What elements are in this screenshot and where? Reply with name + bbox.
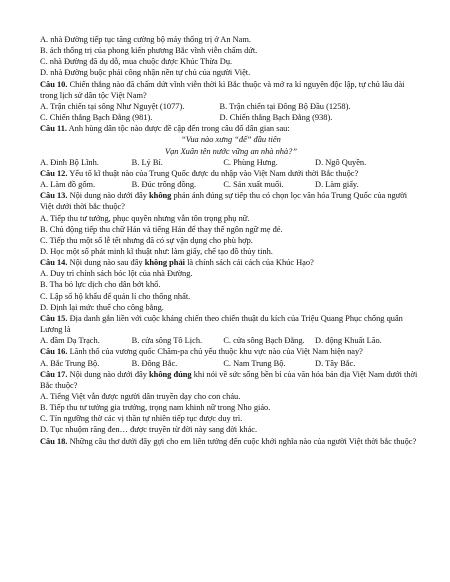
question-12-label: Câu 12. <box>40 168 68 178</box>
question-13-text-before: Nội dung nào dưới đây <box>67 191 150 201</box>
question-16 <box>40 346 422 357</box>
option-12c: C. Sản xuất muối. <box>223 180 284 190</box>
question-18-text: Những câu thơ dưới đây gợi cho em liên tưởng đến cuộc khởi nghĩa nào của người Việt thời bắc thuộc? <box>67 436 417 446</box>
question-12-text: Yếu tố kĩ thuật nào của Trung Quốc được du nhập vào Việt Nam dưới thời Bắc thuộc? <box>67 168 359 178</box>
option-10a: A. Trận chiến tại sông Như Nguyệt (1077). <box>40 101 185 111</box>
question-18 <box>40 436 422 447</box>
question-13-label: Câu 13. <box>40 191 68 201</box>
option-12b: B. Đúc trống đồng. <box>131 180 197 190</box>
question-13-text-after: phản ánh đúng sự tiếp thu có chọn lọc văn hóa Trung Quốc của người Việt dưới thời bắc thuộc? <box>40 191 408 212</box>
question-14-emphasis: không phải <box>144 258 185 268</box>
option-15d: D. động Khuất Lão. <box>315 336 382 346</box>
option-11a: A. Đinh Bộ Lĩnh. <box>40 157 99 167</box>
option-13c: C. Tiếp thu một số lễ tết nhưng đã có sự vận dụng cho phù hợp. <box>40 235 253 245</box>
option-14b: B. Tha bỏ lực dịch cho dân bớt khổ. <box>40 280 161 290</box>
question-15-text: Địa danh gắn liền với cuộc kháng chiến theo chiến thuật du kích của Triệu Quang Phục chống quân Lương là <box>40 313 403 335</box>
question-10-label: Câu 10. <box>40 79 68 89</box>
question-17 <box>40 369 422 391</box>
option-12a: A. Làm đồ gốm. <box>40 180 96 190</box>
pre-option-d: D. nhà Đường buộc phải công nhận nền tự chủ của người Việt. <box>40 68 251 78</box>
question-11-label: Câu 11. <box>40 124 67 134</box>
question-13 <box>40 190 422 212</box>
option-12d: D. Làm giấy. <box>315 180 359 190</box>
question-12-options <box>40 179 422 190</box>
question-16-options <box>40 358 422 369</box>
question-16-text: Lãnh thổ của vương quốc Chăm-pa chủ yếu thuộc khu vực nào của Việt Nam hiện nay? <box>67 347 363 357</box>
pre-option-b: B. ách thống trị của phong kiến phương Bắc vĩnh viễn chấm dứt. <box>40 46 258 56</box>
option-14d: D. Định lại mức thuế cho công bằng. <box>40 302 164 312</box>
question-17-emphasis: không đúng <box>149 369 192 379</box>
question-14-text-before: Nội dung nào sau đây <box>67 258 145 268</box>
option-15a: A. đầm Dạ Trạch. <box>40 336 100 346</box>
question-14 <box>40 257 422 268</box>
pre-option-c: C. nhà Đường đã dụ dỗ, mua chuộc được Khúc Thừa Dụ. <box>40 57 233 67</box>
question-10 <box>40 79 422 101</box>
question-15 <box>40 313 422 335</box>
question-14-label: Câu 14. <box>40 258 68 268</box>
option-17d: D. Tục nhuộm răng đen… được truyền từ đời này sang đời khác. <box>40 425 258 435</box>
option-11b: B. Lý Bí. <box>131 157 163 167</box>
option-17b: B. Tiếp thu tư tưởng gia trưởng, trọng nam khinh nữ trong Nho giáo. <box>40 403 271 413</box>
option-11d: D. Ngô Quyền. <box>315 157 367 167</box>
question-17-text-after: khi nói về sức sống bền bỉ của văn hóa bản địa Việt Nam dưới thời Bắc thuộc? <box>40 369 418 390</box>
question-15-label: Câu 15. <box>40 313 68 323</box>
option-15c: C. cửa sông Bạch Đằng. <box>223 336 305 346</box>
question-10-options-row1 <box>40 101 422 112</box>
option-17a: A. Tiếng Việt vẫn được người dân truyền dạy cho con cháu. <box>40 392 241 401</box>
question-11-options <box>40 157 422 168</box>
option-13d: D. Học một số phát minh kĩ thuật như: làm giấy, chế tạo đồ thủy tinh. <box>40 246 273 256</box>
option-16c: C. Nam Trung Bộ. <box>223 358 286 368</box>
question-11-poem-line-2: Vạn Xuân tên nước vững an nhà nhà?” <box>164 146 297 156</box>
option-10b: B. Trận chiến tại Đông Bộ Đầu (1258). <box>219 101 351 111</box>
question-15-options <box>40 335 422 346</box>
option-13a: A. Tiếp thu tư tưởng, phục quyền nhưng vẫn tôn trọng phụ nữ. <box>40 213 250 223</box>
option-16a: A. Bắc Trung Bộ. <box>40 358 100 368</box>
option-16d: D. Tây Bắc. <box>315 358 356 368</box>
option-15b: B. cửa sông Tô Lịch. <box>131 336 203 346</box>
question-11-poem-line-1: “Vua nào xưng “đế” đầu tiên <box>181 135 281 145</box>
question-11-text: Anh hùng dân tộc nào được đề cập đến trong câu đố dân gian sau: <box>67 124 290 134</box>
option-10d: D. Chiến thắng Bạch Đằng (938). <box>219 113 333 123</box>
option-14c: C. Lập sổ hộ khẩu để quản lí cho thống nhất. <box>40 291 191 301</box>
question-12 <box>40 168 422 179</box>
option-14a: A. Duy trì chính sách bóc lột của nhà Đường. <box>40 269 193 279</box>
question-18-label: Câu 18. <box>40 436 68 446</box>
question-10-options-row2 <box>40 112 422 123</box>
question-11 <box>40 123 422 134</box>
question-10-text: Chiến thắng nào đã chấm dứt vĩnh viễn thời kì Bắc thuộc và mở ra kỉ nguyên độc lập, tự chủ lâu dài trong lịch sử dân tộc Việt Nam? <box>40 79 405 100</box>
question-17-text-before: Nội dung nào dưới đây <box>67 369 150 379</box>
option-13b: B. Chủ động tiếp thu chữ Hán và tiếng Hán để thay thế ngôn ngữ mẹ đẻ. <box>40 224 283 234</box>
question-14-text-after: là chính sách cải cách của Khúc Hạo? <box>184 258 314 268</box>
option-17c: C. Tín ngưỡng thờ các vị thần tự nhiên tiếp tục được duy trì. <box>40 414 243 424</box>
pre-option-a: A. nhà Đường tiếp tục tăng cường bộ máy thống trị ở An Nam. <box>40 35 252 44</box>
option-16b: B. Đông Bắc. <box>131 358 178 368</box>
option-11c: C. Phùng Hưng. <box>223 157 278 167</box>
question-16-label: Câu 16. <box>40 347 68 357</box>
question-13-emphasis: không <box>149 191 172 201</box>
option-10c: C. Chiến thắng Bạch Đằng (981). <box>40 113 153 123</box>
question-17-label: Câu 17. <box>40 369 68 379</box>
